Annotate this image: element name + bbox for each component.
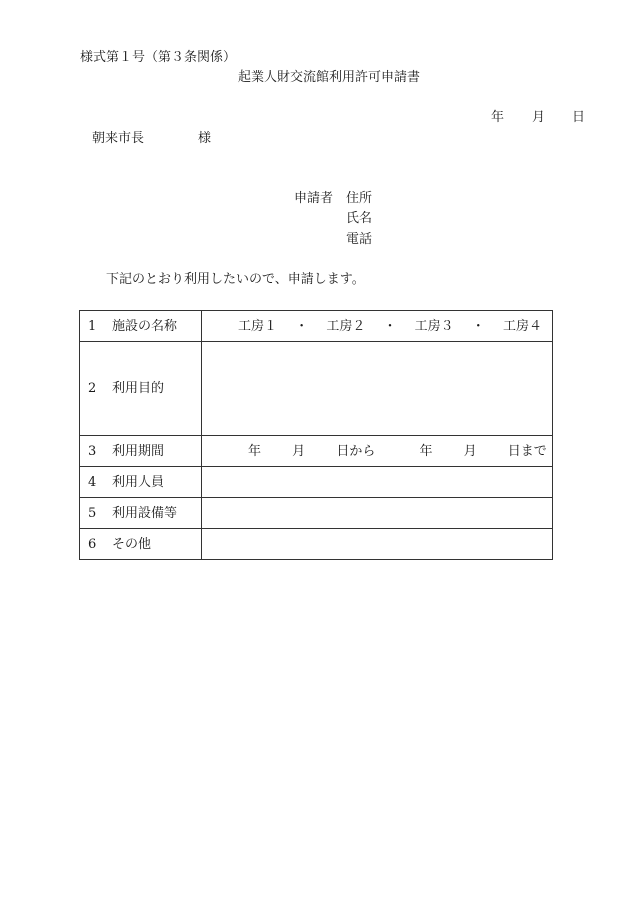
date-day-label: 日 (572, 110, 586, 125)
row-label: 利用目的 (112, 381, 165, 396)
facility-separator: ・ (295, 318, 309, 334)
date-year-label: 年 (491, 110, 505, 125)
period-start-day: 日から (336, 443, 376, 459)
facility-options-cell[interactable] (202, 311, 553, 342)
applicant-name-label: 氏名 (346, 211, 373, 226)
row-label-cell (80, 436, 202, 467)
date-month-label: 月 (532, 110, 546, 125)
row-label: 施設の名称 (112, 318, 178, 334)
table-row (80, 342, 553, 436)
addressee-honorific: 様 (198, 131, 212, 146)
facility-option[interactable]: 工房４ (502, 318, 542, 334)
equipment-field[interactable] (202, 498, 553, 529)
attendees-field[interactable] (202, 467, 553, 498)
period-end-day: 日まで (507, 443, 547, 459)
table-row (80, 467, 553, 498)
period-start-month: 月 (292, 443, 306, 459)
row-number: 3 (88, 443, 97, 459)
facility-separator: ・ (383, 318, 397, 334)
row-label-cell (80, 529, 202, 560)
facility-option[interactable]: 工房３ (414, 318, 454, 334)
period-end-year: 年 (419, 443, 433, 459)
row-number: 5 (88, 505, 97, 521)
intro-text: 下記のとおり利用したいので、申請します。 (106, 272, 365, 287)
table-row (80, 436, 553, 467)
table-row (80, 529, 553, 560)
row-label-cell (80, 342, 202, 436)
row-number: 1 (88, 318, 97, 334)
table-row (80, 498, 553, 529)
row-label: 利用期間 (112, 443, 165, 459)
period-end-month: 月 (463, 443, 477, 459)
facility-separator: ・ (471, 318, 485, 334)
row-label-cell (80, 498, 202, 529)
row-label: 利用設備等 (112, 505, 178, 521)
row-number: 2 (88, 381, 97, 396)
applicant-phone-label: 電話 (346, 232, 373, 247)
facility-option[interactable]: 工房２ (326, 318, 366, 334)
applicant-address-label: 住所 (346, 191, 373, 206)
document-title: 起業人財交流館利用許可申請書 (238, 70, 421, 85)
row-label: 利用人員 (112, 474, 165, 490)
period-field[interactable] (202, 436, 553, 467)
facility-option[interactable]: 工房１ (238, 318, 278, 334)
period-start-year: 年 (248, 443, 262, 459)
row-number: 6 (88, 536, 97, 552)
row-number: 4 (88, 474, 97, 490)
form-number: 様式第１号（第３条関係） (80, 50, 237, 65)
applicant-label: 申請者 (294, 191, 334, 206)
addressee: 朝来市長 (92, 131, 145, 146)
table-row (80, 311, 553, 342)
purpose-field[interactable] (202, 342, 553, 436)
row-label-cell (80, 467, 202, 498)
row-label-cell (80, 311, 202, 342)
row-label: その他 (112, 536, 152, 552)
application-table (79, 310, 553, 560)
other-field[interactable] (202, 529, 553, 560)
